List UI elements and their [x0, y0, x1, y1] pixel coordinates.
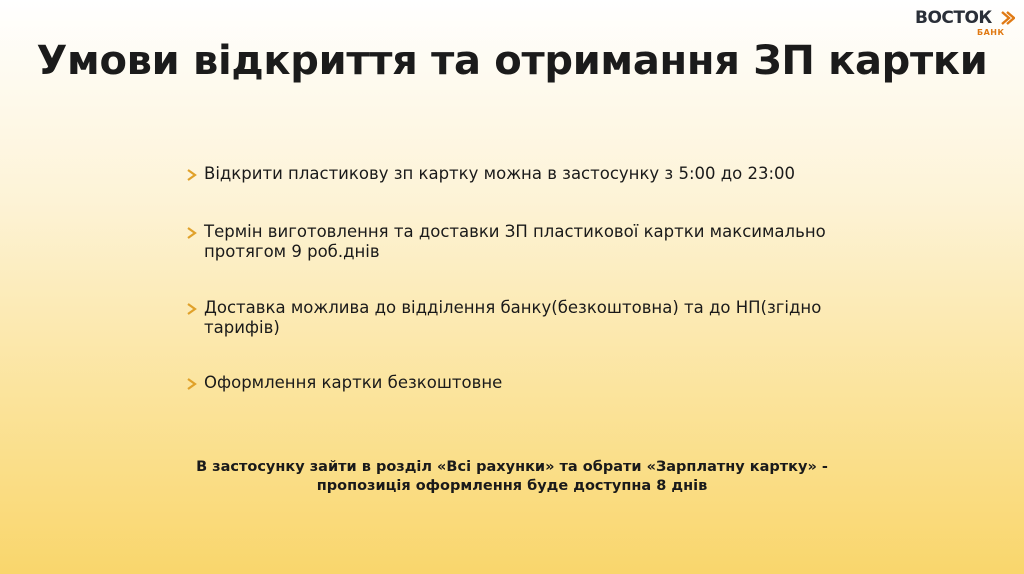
- bullet-item: [186, 164, 866, 184]
- logo-arrow-icon: [1001, 11, 1015, 25]
- bank-logo: [915, 8, 1015, 42]
- instruction-note: [150, 458, 874, 496]
- logo-name: ВОСТОК: [915, 8, 992, 28]
- arrow-right-bullet-icon: [186, 168, 200, 182]
- bullet-item: [186, 222, 866, 262]
- bullet-text: Доставка можлива до відділення банку(безкоштовна) та до НП(згідно тарифів): [204, 298, 822, 337]
- bullet-text: Відкрити пластикову зп картку можна в застосунку з 5:00 до 23:00: [204, 164, 796, 183]
- slide-title: Умови відкриття та отримання ЗП картки: [36, 38, 988, 84]
- note-line-2: пропозиція оформлення буде доступна 8 днів: [316, 478, 708, 494]
- arrow-right-bullet-icon: [186, 377, 200, 391]
- bullet-item: [186, 298, 866, 338]
- note-line-1: В застосунку зайти в розділ «Всі рахунки» та обрати «Зарплатну картку» -: [196, 459, 828, 475]
- logo-sub: БАНК: [977, 28, 1005, 37]
- arrow-right-bullet-icon: [186, 302, 200, 316]
- bullet-text: Оформлення картки безкоштовне: [204, 373, 503, 392]
- bullet-text: Термін виготовлення та доставки ЗП пластикової картки максимально протягом 9 роб.днів: [204, 222, 826, 261]
- arrow-right-bullet-icon: [186, 226, 200, 240]
- bullet-item: [186, 373, 866, 393]
